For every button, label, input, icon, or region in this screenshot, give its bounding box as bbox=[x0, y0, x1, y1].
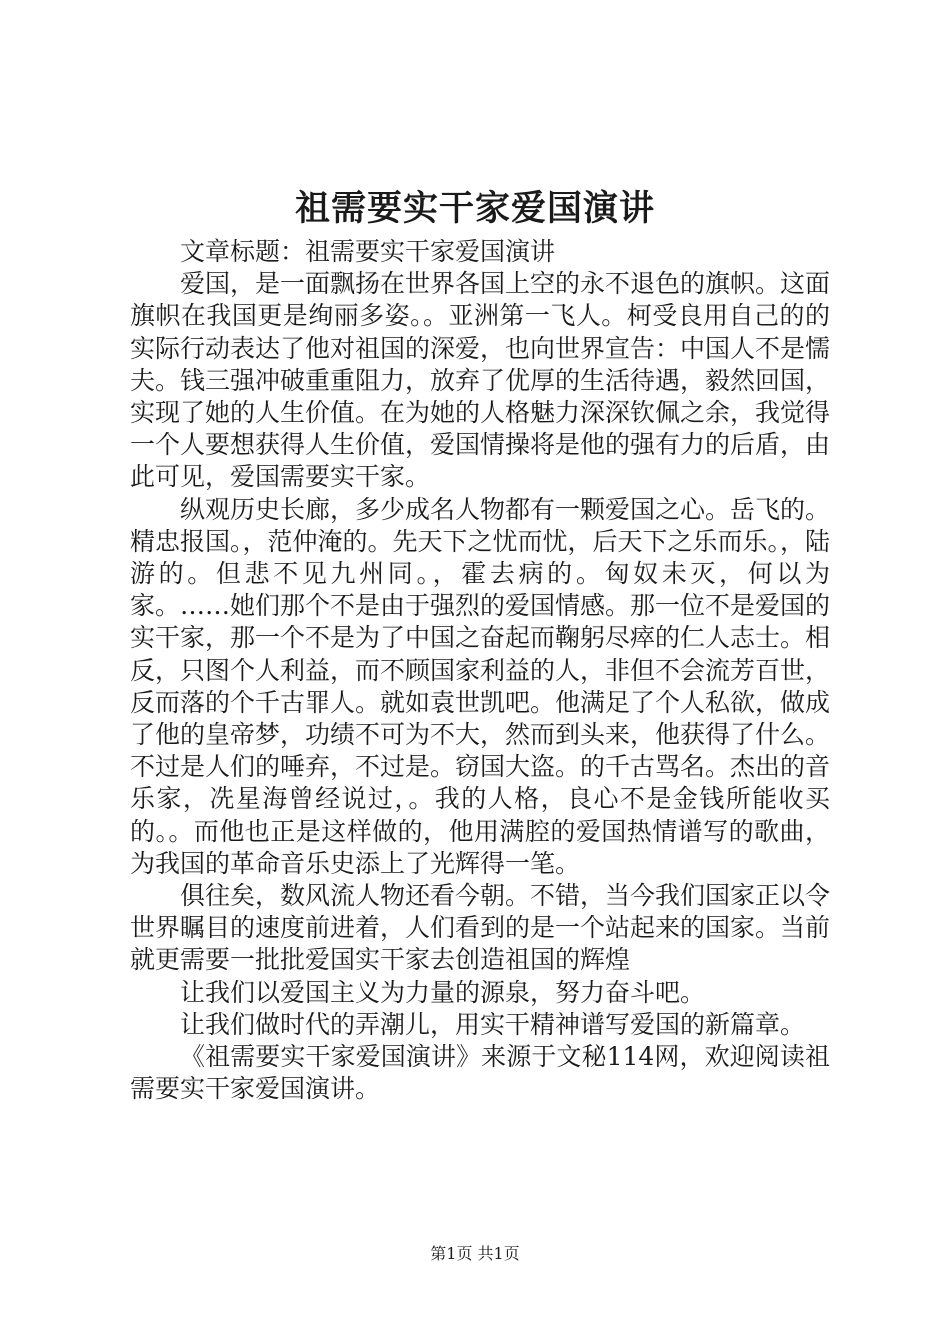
paragraph: 纵观历史长廊，多少成名人物都有一颗爱国之心。岳飞的。精忠报国。，范仲淹的。先天下之忧而忧，后天下之乐而乐。，陆游的。但悲不见九州同。，霍去病的。匈奴未灭，何以为家。……她们那个不是由于强烈的爱国情感。那一位不是爱国的实干家，那一个不是为了中国之奋起而鞠躬尽瘁的仁人志士。相反，只图个人利益，而不顾国家利益的人，非但不会流芳百世，反而落的个千古罪人。就如袁世凯吧。他满足了个人私欲，做成了他的皇帝梦，功绩不可为不大，然而到头来，他获得了什么。不过是人们的唾弃，不过是。窃国大盗。的千古骂名。杰出的音乐家，冼星海曾经说过，。我的人格，良心不是金钱所能收买的。。而他也正是这样做的，他用满腔的爱国热情谱写的歌曲，为我国的革命音乐史添上了光辉得一笔。 bbox=[130, 494, 831, 878]
paragraph: 爱国，是一面飘扬在世界各国上空的永不退色的旗帜。这面旗帜在我国更是绚丽多姿。。亚洲第一飞人。柯受良用自己的的实际行动表达了他对祖国的深爱，也向世界宣告：中国人不是懦夫。钱三强冲破重重阻力，放弃了优厚的生活待遇，毅然回国，实现了她的人生价值。在为她的人格魅力深深钦佩之余，我觉得一个人要想获得人生价值，爱国情操将是他的强有力的后盾，由此可见，爱国需要实干家。 bbox=[130, 269, 831, 492]
paragraph: 俱往矣，数风流人物还看今朝。不错，当今我们国家正以令世界瞩目的速度前进着，人们看到的是一个站起来的国家。当前就更需要一批批爱国实干家去创造祖国的辉煌 bbox=[130, 881, 831, 975]
paragraph: 让我们以爱国主义为力量的源泉，努力奋斗吧。 bbox=[180, 977, 706, 1007]
document-title: 祖需要实干家爱国演讲 bbox=[294, 188, 655, 229]
article-title-line: 文章标题：祖需要实干家爱国演讲 bbox=[180, 237, 556, 266]
paragraph: 让我们做时代的弄潮儿，用实干精神谱写爱国的新篇章。 bbox=[180, 1009, 806, 1039]
document-body bbox=[130, 236, 830, 1105]
source-note: 《祖需要实干家爱国演讲》来源于文秘114网，欢迎阅读祖需要实干家爱国演讲。 bbox=[130, 1042, 830, 1104]
page-number-footer: 第1页 共1页 bbox=[430, 1244, 520, 1263]
